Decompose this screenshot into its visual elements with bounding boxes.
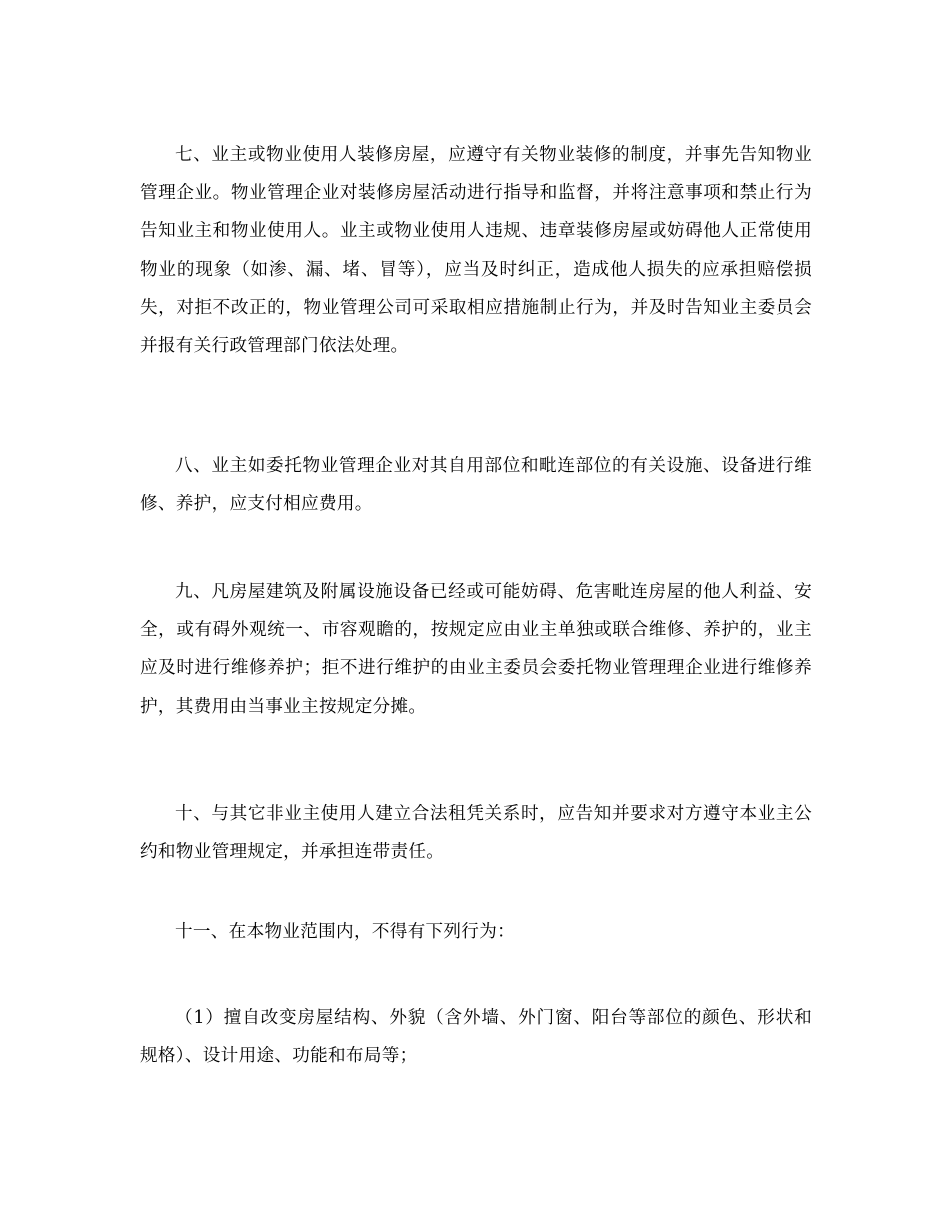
paragraph-8-maintenance-fees: 八、业主如委托物业管理企业对其自用部位和毗连部位的有关设施、设备进行维修、养护，应支付相应费用。 [140,456,812,515]
paragraph-11-item-1: （1）擅自改变房屋结构、外貌（含外墙、外门窗、阳台等部位的颜色、形状和规格）、设计用途、功能和布局等； [140,1008,812,1067]
paragraph-9-repair-obligation: 九、凡房屋建筑及附属设施设备已经或可能妨碍、危害毗连房屋的他人利益、安全，或有碍外观统一、市容观瞻的，按规定应由业主单独或联合维修、养护的，业主应及时进行维修养护；拒不进行维护的由业主委员会委托物业管理理企业进行维修养护，其费用由当事业主按规定分摊。 [140,582,812,717]
paragraph-7-renovation: 七、业主或物业使用人装修房屋，应遵守有关物业装修的制度，并事先告知物业管理企业。物业管理企业对装修房屋活动进行指导和监督，并将注意事项和禁止行为告知业主和物业使用人。业主或物业使用人违规、违章装修房屋或妨碍他人正常使用物业的现象（如渗、漏、堵、冒等），应当及时纠正，造成他人损失的应承担赔偿损失，对拒不改正的，物业管理公司可采取相应措施制止行为，并及时告知业主委员会并报有关行政管理部门依法处理。 [140,145,812,357]
paragraph-10-tenancy: 十、与其它非业主使用人建立合法租凭关系时，应告知并要求对方遵守本业主公约和物业管理规定，并承担连带责任。 [140,804,812,863]
paragraph-11-prohibited-acts: 十一、在本物业范围内，不得有下列行为： [175,922,515,942]
